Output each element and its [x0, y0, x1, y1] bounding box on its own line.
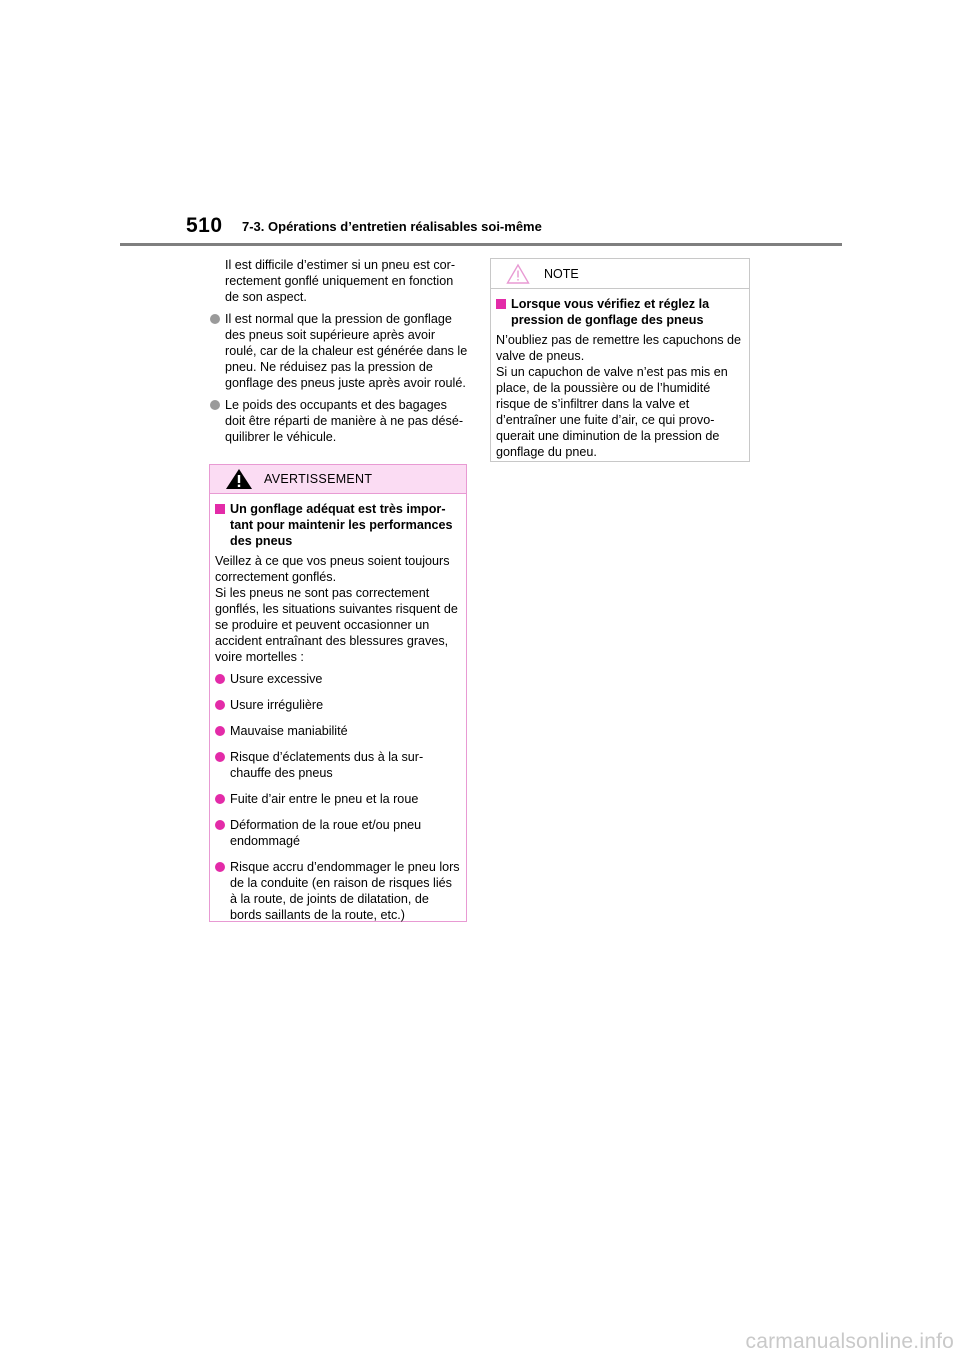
warning-title: AVERTISSEMENT	[264, 472, 373, 486]
note-title: NOTE	[544, 266, 579, 281]
list-item	[210, 397, 470, 445]
note-box	[490, 258, 750, 462]
note-body	[491, 289, 749, 460]
bullet-dot-icon	[215, 794, 225, 804]
note-subheading-text: Lorsque vous vérifiez et réglez la pression de gonflage des pneus	[511, 297, 710, 327]
list-item	[215, 817, 461, 849]
list-item-text: Usure excessive	[230, 672, 323, 686]
footer-watermark: carmanualsonline.info	[745, 1330, 954, 1353]
list-item	[215, 749, 461, 781]
list-item	[215, 723, 461, 739]
list-item-text: Risque d’éclatements dus à la sur-chauffe des pneus	[230, 750, 424, 780]
warning-subheading-text: Un gonflage adéquat est très impor-tant pour maintenir les performances des pneus	[230, 502, 453, 548]
page-number: 510	[186, 214, 223, 237]
list-item-text: Il est normal que la pression de gonflage des pneus soit supérieure après avoir roulé, car de la chaleur est générée dans le pneu. Ne réduisez pas la pression de gonflage des pneus juste après avoir roulé.	[225, 312, 468, 390]
warning-paragraph	[215, 553, 461, 665]
bullet-dot-icon	[215, 752, 225, 762]
note-subheading	[496, 296, 744, 328]
header-rule	[120, 243, 842, 246]
list-item-text: Le poids des occupants et des bagages doit être réparti de manière à ne pas désé-quilibrer le véhicule.	[225, 398, 464, 444]
note-header	[491, 259, 749, 289]
list-item	[215, 697, 461, 713]
warning-body	[210, 494, 466, 923]
warning-triangle-icon	[224, 467, 254, 491]
list-item-text: Déformation de la roue et/ou pneu endommagé	[230, 818, 422, 848]
left-column	[210, 255, 470, 451]
list-item	[215, 859, 461, 923]
bullet-dot-icon	[215, 674, 225, 684]
caution-triangle-icon	[506, 263, 530, 285]
list-item	[215, 791, 461, 807]
intro-paragraph: Il est difficile d’estimer si un pneu est cor-rectement gonflé uniquement en fonction de son aspect.	[225, 258, 456, 304]
square-bullet-icon	[496, 299, 506, 309]
section-title: 7-3. Opérations d’entretien réalisables soi-même	[242, 219, 542, 234]
note-paragraph-line: Si un capuchon de valve n’est pas mis en place, de la poussière ou de l’humidité risque de s’infiltrer dans la valve et d’entraîner une fuite d’air, ce qui provo-querait une diminution de la pression de gonflage du pneu.	[496, 365, 728, 459]
warning-paragraph-line: Veillez à ce que vos pneus soient toujours correctement gonflés.	[215, 554, 450, 584]
list-item-text: Fuite d’air entre le pneu et la roue	[230, 792, 419, 806]
bullet-dot-icon	[215, 700, 225, 710]
bullet-dot-icon	[215, 726, 225, 736]
warning-box	[209, 464, 467, 922]
note-paragraph	[496, 332, 744, 460]
list-item-text: Risque accru d’endommager le pneu lors de la conduite (en raison de risques liés à la route, de joints de dilatation, de bords saillants de la route, etc.)	[230, 860, 460, 922]
list-item-text: Usure irrégulière	[230, 698, 324, 712]
bullet-dot-icon	[215, 862, 225, 872]
warning-paragraph-line: Si les pneus ne sont pas correctement gonflés, les situations suivantes risquent de se produire et peuvent occasionner un accident entraînant des blessures graves, voire mortelles :	[215, 586, 458, 664]
warning-header	[210, 465, 466, 494]
square-bullet-icon	[215, 504, 225, 514]
note-paragraph-line: N’oubliez pas de remettre les capuchons de valve de pneus.	[496, 333, 742, 363]
list-item	[210, 311, 470, 391]
warning-subheading	[215, 501, 461, 549]
list-item-text: Mauvaise maniabilité	[230, 724, 348, 738]
bullet-dot-icon	[210, 400, 220, 410]
bullet-dot-icon	[215, 820, 225, 830]
list-item	[215, 671, 461, 687]
bullet-dot-icon	[210, 314, 220, 324]
